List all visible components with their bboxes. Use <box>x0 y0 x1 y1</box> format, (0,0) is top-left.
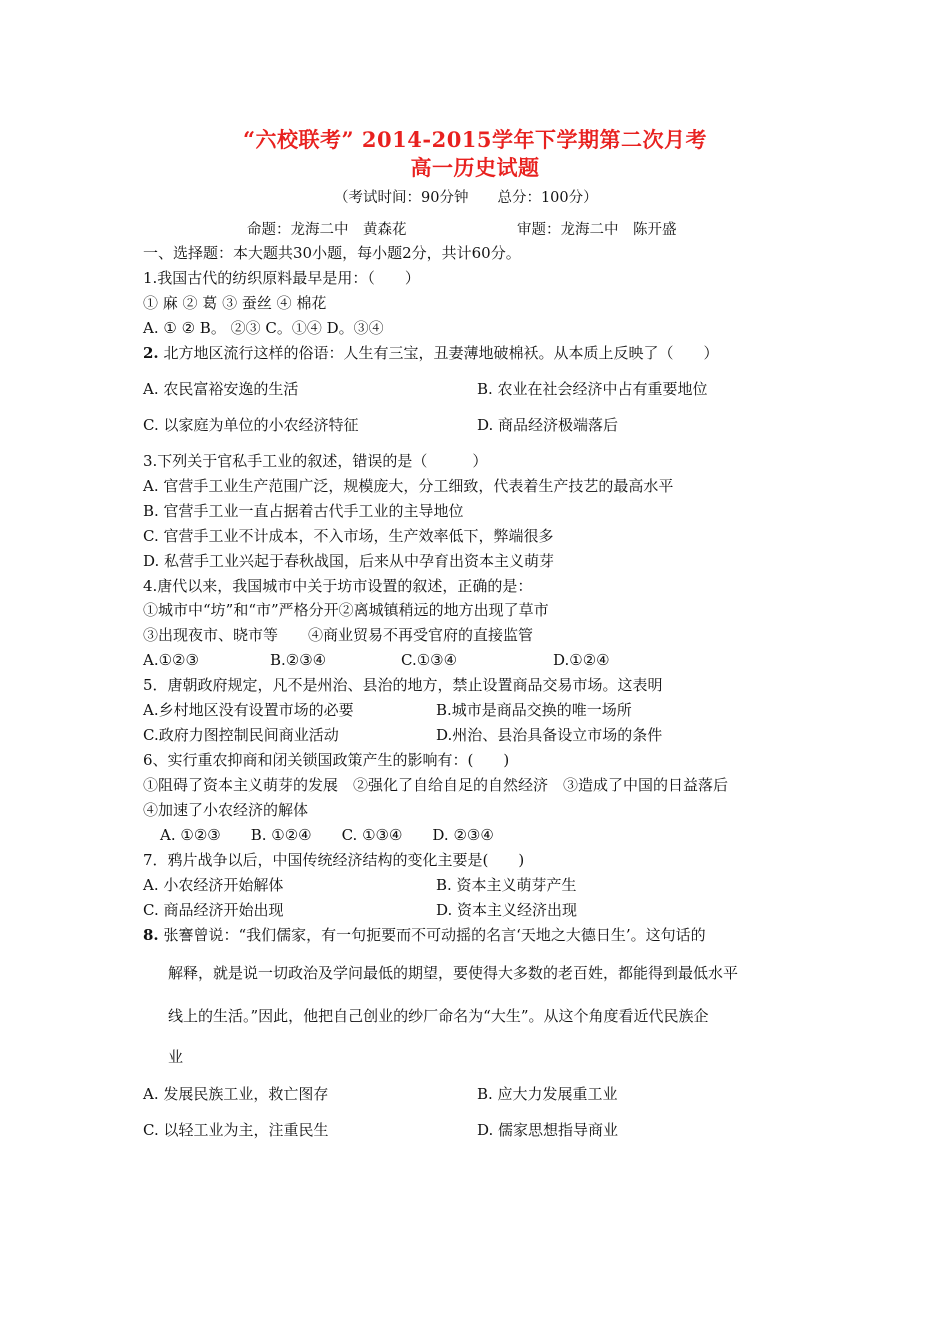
q2-option-c: C. 以家庭为单位的小农经济特征 <box>143 416 359 434</box>
q2-option-a: A. 农民富裕安逸的生活 <box>143 380 299 398</box>
q6-line-2: ④加速了小农经济的解体 <box>143 801 309 819</box>
reviewer-info: 审题：龙海二中 陈开盛 <box>517 222 677 238</box>
q7-option-a: A. 小农经济开始解体 <box>143 876 284 894</box>
q7-option-d: D. 资本主义经济出现 <box>436 901 578 919</box>
q5-stem: 5．唐朝政府规定，凡不是州治、县治的地方，禁止设置商品交易市场。这表明 <box>143 676 663 694</box>
q2-stem <box>143 343 718 363</box>
exam-info: （考试时间：90分钟 总分：100分） <box>334 190 598 206</box>
q3-option-a: A. 官营手工业生产范围广泛，规模庞大，分工细致，代表着生产技艺的最高水平 <box>143 477 674 495</box>
q2-option-b: B. 农业在社会经济中占有重要地位 <box>477 380 708 398</box>
q8-line-3: 线上的生活。”因此，他把自己创业的纱厂命名为“大生”。从这个角度看近代民族企 <box>168 1007 709 1025</box>
q3-option-d: D. 私营手工业兴起于春秋战国，后来从中孕育出资本主义萌芽 <box>143 552 555 570</box>
q8-line-1 <box>143 925 706 945</box>
section-heading: 一、选择题：本大题共30小题，每小题2分，共计60分。 <box>143 244 521 262</box>
q1-stem: 1.我国古代的纺织原料最早是用：（ ） <box>143 269 420 287</box>
exam-title: “六校联考” 2014-2015学年下学期第二次月考 <box>242 127 708 152</box>
q1-items: ① 麻 ② 葛 ③ 蚕丝 ④ 棉花 <box>143 294 327 312</box>
q8-option-a: A. 发展民族工业，救亡图存 <box>143 1085 329 1103</box>
q8-option-b: B. 应大力发展重工业 <box>477 1085 618 1103</box>
q8-line-4: 业 <box>168 1048 184 1066</box>
q6-line-1: ①阻碍了资本主义萌芽的发展 ②强化了自给自足的自然经济 ③造成了中国的日益落后 <box>143 776 729 794</box>
q3-stem: 3.下列关于官私手工业的叙述，错误的是（ ） <box>143 452 488 470</box>
q3-option-c: C. 官营手工业不计成本，不入市场，生产效率低下，弊端很多 <box>143 527 554 545</box>
q6-stem: 6、实行重农抑商和闭关锁国政策产生的影响有：( ) <box>143 751 510 769</box>
q6-options: A. ①②③ B. ①②④ C. ①③④ D. ②③④ <box>160 826 494 844</box>
q4-option-d: D.①②④ <box>553 651 610 669</box>
q4-option-a: A.①②③ <box>143 651 199 669</box>
q7-option-b: B. 资本主义萌芽产生 <box>436 876 577 894</box>
exam-subtitle: 高一历史试题 <box>410 155 540 180</box>
q8-number: 8. <box>143 926 159 944</box>
q2-number: 2. <box>143 344 159 362</box>
q1-options: A. ① ② B。 ②③ C。①④ D。③④ <box>143 319 384 337</box>
q5-option-d: D.州治、县治具备设立市场的条件 <box>436 726 663 744</box>
q7-stem: 7．鸦片战争以后，中国传统经济结构的变化主要是( ) <box>143 851 525 869</box>
author-info: 命题：龙海二中 黄森花 <box>247 222 407 238</box>
q5-option-b: B.城市是商品交换的唯一场所 <box>436 701 632 719</box>
q5-option-c: C.政府力图控制民间商业活动 <box>143 726 339 744</box>
q2-option-d: D. 商品经济极端落后 <box>477 416 619 434</box>
q7-option-c: C. 商品经济开始出现 <box>143 901 284 919</box>
q8-line-2: 解释，就是说一切政治及学问最低的期望，要使得大多数的老百姓，都能得到最低水平 <box>168 964 739 982</box>
q4-line-2: ③出现夜市、晓市等 ④商业贸易不再受官府的直接监管 <box>143 626 534 644</box>
q4-option-b: B.②③④ <box>270 651 327 669</box>
q8-text: 张謇曾说：“我们儒家，有一句扼要而不可动摇的名言‘天地之大德日生’。这句话的 <box>158 926 706 944</box>
q4-stem: 4.唐代以来，我国城市中关于坊市设置的叙述，正确的是： <box>143 577 533 595</box>
q8-option-c: C. 以轻工业为主，注重民生 <box>143 1121 329 1139</box>
q3-option-b: B. 官营手工业一直占据着古代手工业的主导地位 <box>143 502 464 520</box>
q4-option-c: C.①③④ <box>401 651 458 669</box>
q5-option-a: A.乡村地区没有设置市场的必要 <box>143 701 354 719</box>
q2-text: 北方地区流行这样的俗语：人生有三宝，丑妻薄地破棉袄。从本质上反映了（ ） <box>158 344 719 362</box>
q8-option-d: D. 儒家思想指导商业 <box>477 1121 619 1139</box>
q4-line-1: ①城市中“坊”和“市”严格分开②离城镇稍远的地方出现了草市 <box>143 601 549 619</box>
